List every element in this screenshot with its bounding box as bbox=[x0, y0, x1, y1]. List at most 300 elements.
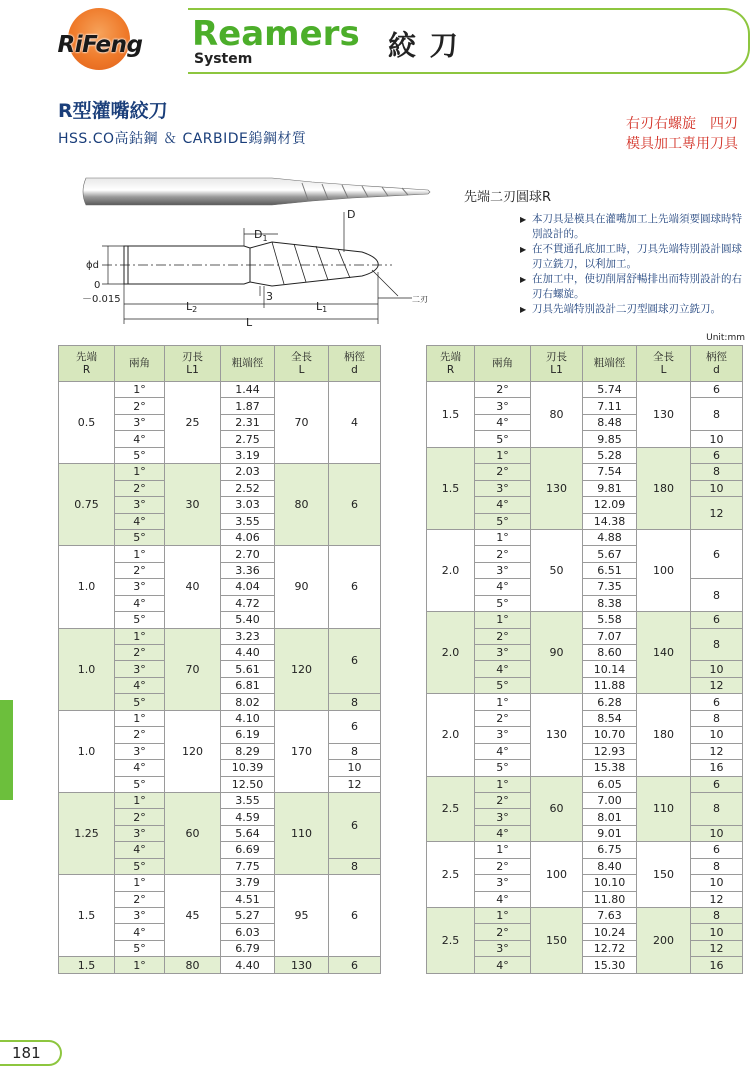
cell-large-dia: 15.38 bbox=[583, 760, 637, 776]
cell-large-dia: 5.74 bbox=[583, 382, 637, 398]
cell-angle: 2° bbox=[115, 891, 165, 907]
header-angle-text: 兩角 bbox=[492, 357, 513, 369]
cell-angle: 3° bbox=[115, 497, 165, 513]
cell-flute-length: 80 bbox=[165, 957, 221, 973]
cell-large-dia: 3.19 bbox=[221, 447, 275, 463]
cell-large-dia: 10.24 bbox=[583, 924, 637, 940]
cell-large-dia: 2.52 bbox=[221, 480, 275, 496]
table-row bbox=[427, 612, 743, 628]
cell-shank-dia: 12 bbox=[691, 940, 743, 956]
section-title-cn: 絞 刀 bbox=[388, 29, 460, 62]
cell-large-dia: 7.11 bbox=[583, 398, 637, 414]
cell-overall-length: 150 bbox=[637, 842, 691, 908]
cell-angle: 1° bbox=[115, 875, 165, 891]
header-shank-dia-symbol: d bbox=[351, 363, 358, 376]
cell-angle: 3° bbox=[475, 562, 531, 578]
cell-angle: 2° bbox=[475, 382, 531, 398]
cell-angle: 2° bbox=[115, 398, 165, 414]
cell-overall-length: 170 bbox=[275, 710, 329, 792]
cell-tip-r: 1.5 bbox=[59, 957, 115, 973]
cell-shank-dia: 12 bbox=[691, 891, 743, 907]
cell-shank-dia: 6 bbox=[691, 382, 743, 398]
cell-large-dia: 8.60 bbox=[583, 645, 637, 661]
table-row bbox=[427, 842, 743, 858]
cell-large-dia: 12.72 bbox=[583, 940, 637, 956]
cell-shank-dia: 10 bbox=[691, 924, 743, 940]
cell-overall-length: 140 bbox=[637, 612, 691, 694]
cell-large-dia: 11.88 bbox=[583, 677, 637, 693]
cell-angle: 4° bbox=[475, 661, 531, 677]
cell-large-dia: 12.09 bbox=[583, 497, 637, 513]
cell-angle: 4° bbox=[475, 497, 531, 513]
cell-large-dia: 9.85 bbox=[583, 431, 637, 447]
table-row bbox=[427, 398, 743, 414]
page-number: 181 bbox=[0, 1040, 62, 1066]
label-l1: L1 bbox=[316, 300, 328, 314]
table-header-row bbox=[59, 346, 381, 382]
header-overall-length-text: 全長 bbox=[653, 350, 674, 363]
header-overall-length-symbol: L bbox=[298, 363, 305, 376]
table-row bbox=[427, 529, 743, 545]
cell-tip-r: 2.0 bbox=[427, 694, 475, 776]
cell-angle: 5° bbox=[115, 529, 165, 545]
cell-angle: 1° bbox=[115, 546, 165, 562]
cell-flute-length: 130 bbox=[531, 694, 583, 776]
table-row bbox=[59, 628, 381, 644]
header-tip-r bbox=[427, 346, 475, 382]
spec-table-right bbox=[426, 345, 743, 974]
cell-large-dia: 12.93 bbox=[583, 743, 637, 759]
product-title: R型灌嘴絞刀 bbox=[58, 100, 168, 122]
cell-angle: 2° bbox=[475, 710, 531, 726]
cell-shank-dia: 6 bbox=[329, 792, 381, 858]
cell-large-dia: 8.38 bbox=[583, 595, 637, 611]
cell-shank-dia: 8 bbox=[329, 858, 381, 874]
cell-overall-length: 180 bbox=[637, 447, 691, 529]
table-row bbox=[59, 875, 381, 891]
cell-overall-length: 95 bbox=[275, 875, 329, 957]
cell-angle: 2° bbox=[115, 727, 165, 743]
cell-flute-length: 45 bbox=[165, 875, 221, 957]
cell-flute-length: 50 bbox=[531, 529, 583, 611]
cell-large-dia: 6.05 bbox=[583, 776, 637, 792]
cell-angle: 5° bbox=[115, 776, 165, 792]
label-3: 3 bbox=[266, 290, 273, 303]
cell-shank-dia: 8 bbox=[691, 710, 743, 726]
table-row bbox=[427, 497, 743, 513]
table-row bbox=[427, 891, 743, 907]
table-row bbox=[59, 464, 381, 480]
cell-angle: 3° bbox=[115, 743, 165, 759]
cell-shank-dia: 6 bbox=[691, 447, 743, 463]
cell-large-dia: 4.40 bbox=[221, 957, 275, 973]
side-tab-marker bbox=[0, 700, 13, 800]
cell-angle: 2° bbox=[475, 792, 531, 808]
cell-angle: 1° bbox=[475, 908, 531, 924]
unit-label: Unit:mm bbox=[706, 333, 745, 343]
cell-angle: 5° bbox=[475, 760, 531, 776]
cell-angle: 1° bbox=[115, 464, 165, 480]
cell-angle: 4° bbox=[115, 677, 165, 693]
cell-shank-dia: 10 bbox=[691, 431, 743, 447]
table-row bbox=[427, 858, 743, 874]
cell-angle: 4° bbox=[115, 924, 165, 940]
cell-shank-dia: 16 bbox=[691, 760, 743, 776]
header-flute-length-symbol: L1 bbox=[550, 363, 563, 376]
table-row bbox=[427, 710, 743, 726]
cell-large-dia: 6.75 bbox=[583, 842, 637, 858]
header-flute-length bbox=[531, 346, 583, 382]
note-item: ▶ 在不貫通孔底加工時，刀具先端特別設計圓球刃立銑刀，以利加工。 bbox=[520, 242, 750, 272]
cell-angle: 3° bbox=[115, 579, 165, 595]
cell-tip-r: 2.5 bbox=[427, 842, 475, 908]
cell-shank-dia: 8 bbox=[691, 464, 743, 480]
cell-large-dia: 6.79 bbox=[221, 940, 275, 956]
product-spec-line1: 右刃右螺旋 四刃 bbox=[626, 116, 738, 132]
cell-angle: 1° bbox=[115, 710, 165, 726]
cell-overall-length: 110 bbox=[275, 792, 329, 874]
table-row bbox=[427, 628, 743, 644]
header-flute-length-symbol: L1 bbox=[186, 363, 199, 376]
cell-angle: 2° bbox=[475, 546, 531, 562]
cell-angle: 1° bbox=[115, 382, 165, 398]
table-row bbox=[59, 710, 381, 726]
table-row bbox=[427, 957, 743, 973]
table-header-row bbox=[427, 346, 743, 382]
cell-large-dia: 2.03 bbox=[221, 464, 275, 480]
cell-angle: 3° bbox=[475, 398, 531, 414]
cell-angle: 2° bbox=[115, 562, 165, 578]
header-shank-dia-text: 柄徑 bbox=[344, 350, 365, 363]
product-material: HSS.CO高鈷鋼 ＆ CARBIDE鎢鋼材質 bbox=[58, 131, 307, 147]
cell-shank-dia: 8 bbox=[691, 792, 743, 825]
cell-shank-dia: 8 bbox=[691, 579, 743, 612]
table-row bbox=[427, 875, 743, 891]
cell-angle: 3° bbox=[475, 645, 531, 661]
cell-large-dia: 4.10 bbox=[221, 710, 275, 726]
cell-large-dia: 8.29 bbox=[221, 743, 275, 759]
cell-large-dia: 3.55 bbox=[221, 792, 275, 808]
cell-overall-length: 120 bbox=[275, 628, 329, 710]
cell-angle: 5° bbox=[115, 940, 165, 956]
cell-flute-length: 80 bbox=[531, 382, 583, 448]
cell-shank-dia: 4 bbox=[329, 382, 381, 464]
cell-large-dia: 7.35 bbox=[583, 579, 637, 595]
cell-angle: 5° bbox=[115, 694, 165, 710]
cell-angle: 4° bbox=[475, 579, 531, 595]
cell-shank-dia: 8 bbox=[691, 858, 743, 874]
table-row bbox=[427, 908, 743, 924]
cell-large-dia: 15.30 bbox=[583, 957, 637, 973]
tip-label: 先端二刃圓球R bbox=[464, 190, 552, 205]
cell-large-dia: 7.75 bbox=[221, 858, 275, 874]
cell-angle: 3° bbox=[475, 809, 531, 825]
cell-shank-dia: 10 bbox=[691, 480, 743, 496]
cell-large-dia: 7.07 bbox=[583, 628, 637, 644]
cell-large-dia: 4.88 bbox=[583, 529, 637, 545]
cell-angle: 4° bbox=[475, 743, 531, 759]
cell-overall-length: 100 bbox=[637, 529, 691, 611]
header-tip-r-text: 先端 bbox=[76, 350, 97, 363]
cell-angle: 3° bbox=[115, 825, 165, 841]
cell-flute-length: 120 bbox=[165, 710, 221, 792]
cell-tip-r: 2.0 bbox=[427, 612, 475, 694]
cell-flute-length: 90 bbox=[531, 612, 583, 694]
header-overall-length-text: 全長 bbox=[291, 350, 312, 363]
label-d1: $D_1$ bbox=[254, 228, 268, 243]
cell-large-dia: 4.72 bbox=[221, 595, 275, 611]
cell-large-dia: 5.27 bbox=[221, 908, 275, 924]
table-row bbox=[427, 760, 743, 776]
cell-angle: 3° bbox=[475, 875, 531, 891]
cell-angle: 4° bbox=[115, 842, 165, 858]
cell-shank-dia: 6 bbox=[329, 628, 381, 694]
cell-tip-r: 2.0 bbox=[427, 529, 475, 611]
cell-large-dia: 6.81 bbox=[221, 677, 275, 693]
cell-shank-dia: 6 bbox=[691, 776, 743, 792]
header-flute-length-text: 刃長 bbox=[182, 350, 203, 363]
cell-angle: 3° bbox=[115, 414, 165, 430]
cell-angle: 2° bbox=[475, 858, 531, 874]
cell-angle: 1° bbox=[475, 612, 531, 628]
cell-large-dia: 8.02 bbox=[221, 694, 275, 710]
cell-shank-dia: 6 bbox=[329, 546, 381, 628]
cell-angle: 5° bbox=[475, 677, 531, 693]
cell-large-dia: 7.63 bbox=[583, 908, 637, 924]
table-row bbox=[59, 382, 381, 398]
cell-large-dia: 5.61 bbox=[221, 661, 275, 677]
cell-overall-length: 110 bbox=[637, 776, 691, 842]
cell-overall-length: 70 bbox=[275, 382, 329, 464]
cell-large-dia: 8.40 bbox=[583, 858, 637, 874]
cell-angle: 1° bbox=[475, 842, 531, 858]
cell-overall-length: 130 bbox=[637, 382, 691, 448]
cell-angle: 2° bbox=[115, 480, 165, 496]
cell-flute-length: 60 bbox=[531, 776, 583, 842]
cell-angle: 3° bbox=[115, 908, 165, 924]
section-subtitle: System bbox=[194, 51, 253, 67]
cell-large-dia: 4.40 bbox=[221, 645, 275, 661]
header-large-dia-text: 粗端徑 bbox=[593, 357, 626, 369]
cell-large-dia: 3.23 bbox=[221, 628, 275, 644]
cell-shank-dia: 8 bbox=[691, 908, 743, 924]
cell-tip-r: 2.5 bbox=[427, 908, 475, 974]
cell-angle: 1° bbox=[475, 529, 531, 545]
cell-angle: 5° bbox=[115, 858, 165, 874]
reamer-drawing bbox=[72, 172, 452, 332]
cell-large-dia: 10.39 bbox=[221, 760, 275, 776]
cell-angle: 2° bbox=[475, 464, 531, 480]
header-shank-dia-text: 柄徑 bbox=[706, 350, 727, 363]
cell-flute-length: 100 bbox=[531, 842, 583, 908]
product-spec-line2: 模具加工專用刀具 bbox=[626, 136, 738, 152]
table-row bbox=[427, 464, 743, 480]
cell-angle: 4° bbox=[115, 513, 165, 529]
cell-angle: 4° bbox=[115, 431, 165, 447]
header-large-dia bbox=[221, 346, 275, 382]
table-row bbox=[59, 792, 381, 808]
cell-shank-dia: 6 bbox=[329, 710, 381, 743]
cell-angle: 3° bbox=[115, 661, 165, 677]
cell-shank-dia: 6 bbox=[329, 464, 381, 546]
cell-shank-dia: 10 bbox=[691, 661, 743, 677]
label-tol-minus: －0.015 bbox=[82, 294, 121, 305]
cell-flute-length: 25 bbox=[165, 382, 221, 464]
cell-large-dia: 8.01 bbox=[583, 809, 637, 825]
cell-shank-dia: 10 bbox=[691, 825, 743, 841]
cell-shank-dia: 10 bbox=[329, 760, 381, 776]
cell-shank-dia: 6 bbox=[329, 875, 381, 957]
cell-shank-dia: 6 bbox=[691, 612, 743, 628]
cell-large-dia: 7.00 bbox=[583, 792, 637, 808]
product-spec bbox=[598, 114, 738, 154]
table-row bbox=[427, 792, 743, 808]
cell-large-dia: 5.28 bbox=[583, 447, 637, 463]
table-row bbox=[427, 825, 743, 841]
cell-tip-r: 1.25 bbox=[59, 792, 115, 874]
cell-angle: 4° bbox=[475, 414, 531, 430]
cell-large-dia: 4.06 bbox=[221, 529, 275, 545]
cell-shank-dia: 12 bbox=[691, 743, 743, 759]
cell-angle: 4° bbox=[475, 891, 531, 907]
cell-angle: 5° bbox=[475, 595, 531, 611]
cell-tip-r: 1.5 bbox=[427, 447, 475, 529]
cell-large-dia: 10.10 bbox=[583, 875, 637, 891]
cell-shank-dia: 6 bbox=[691, 842, 743, 858]
cell-flute-length: 70 bbox=[165, 628, 221, 710]
cell-angle: 4° bbox=[475, 957, 531, 973]
feature-notes bbox=[520, 212, 750, 317]
cell-overall-length: 90 bbox=[275, 546, 329, 628]
cell-angle: 5° bbox=[475, 431, 531, 447]
label-two-edge: 二刃 bbox=[412, 295, 428, 304]
cell-large-dia: 6.51 bbox=[583, 562, 637, 578]
table-row bbox=[427, 579, 743, 595]
cell-shank-dia: 12 bbox=[691, 497, 743, 530]
cell-angle: 3° bbox=[475, 480, 531, 496]
cell-tip-r: 1.0 bbox=[59, 628, 115, 710]
rifeng-logo bbox=[48, 8, 152, 76]
cell-large-dia: 10.14 bbox=[583, 661, 637, 677]
header-angle-text: 兩角 bbox=[129, 357, 150, 369]
header-shank-dia bbox=[691, 346, 743, 382]
cell-shank-dia: 10 bbox=[691, 875, 743, 891]
header-large-dia bbox=[583, 346, 637, 382]
cell-large-dia: 2.70 bbox=[221, 546, 275, 562]
note-item: ▶ 本刀具是模具在灌嘴加工上先端須要圓球時特別設計的。 bbox=[520, 212, 750, 242]
cell-flute-length: 30 bbox=[165, 464, 221, 546]
table-row bbox=[427, 727, 743, 743]
header-flute-length-text: 刃長 bbox=[546, 350, 567, 363]
cell-large-dia: 3.36 bbox=[221, 562, 275, 578]
cell-tip-r: 2.5 bbox=[427, 776, 475, 842]
section-title: Reamers bbox=[192, 14, 360, 54]
cell-tip-r: 0.5 bbox=[59, 382, 115, 464]
cell-large-dia: 12.50 bbox=[221, 776, 275, 792]
header-shank-dia bbox=[329, 346, 381, 382]
cell-large-dia: 5.67 bbox=[583, 546, 637, 562]
cell-tip-r: 1.5 bbox=[427, 382, 475, 448]
cell-angle: 2° bbox=[115, 645, 165, 661]
cell-angle: 5° bbox=[115, 447, 165, 463]
cell-large-dia: 3.03 bbox=[221, 497, 275, 513]
table-row bbox=[427, 694, 743, 710]
cell-large-dia: 7.54 bbox=[583, 464, 637, 480]
note-item: ▶ 刀具先端特別設計二刃型圓球刃立銑刀。 bbox=[520, 302, 750, 317]
cell-large-dia: 1.87 bbox=[221, 398, 275, 414]
table-row bbox=[427, 743, 743, 759]
note-item: ▶ 在加工中，使切削屑舒暢排出而特別設計的右刃右螺旋。 bbox=[520, 272, 750, 302]
header-shank-dia-symbol: d bbox=[713, 363, 720, 376]
cell-angle: 5° bbox=[475, 513, 531, 529]
cell-large-dia: 5.40 bbox=[221, 612, 275, 628]
cell-large-dia: 4.51 bbox=[221, 891, 275, 907]
label-d-top: D bbox=[347, 208, 356, 221]
header-angle bbox=[475, 346, 531, 382]
cell-shank-dia: 12 bbox=[329, 776, 381, 792]
header-overall-length-symbol: L bbox=[660, 363, 667, 376]
cell-large-dia: 4.04 bbox=[221, 579, 275, 595]
cell-flute-length: 40 bbox=[165, 546, 221, 628]
cell-tip-r: 1.0 bbox=[59, 710, 115, 792]
cell-overall-length: 200 bbox=[637, 908, 691, 974]
reamer-photo bbox=[83, 178, 430, 205]
cell-large-dia: 6.19 bbox=[221, 727, 275, 743]
cell-shank-dia: 6 bbox=[329, 957, 381, 973]
cell-angle: 1° bbox=[475, 694, 531, 710]
cell-shank-dia: 8 bbox=[691, 398, 743, 431]
table-row bbox=[427, 447, 743, 463]
cell-shank-dia: 16 bbox=[691, 957, 743, 973]
cell-angle: 1° bbox=[115, 628, 165, 644]
cell-angle: 5° bbox=[115, 612, 165, 628]
cell-large-dia: 9.81 bbox=[583, 480, 637, 496]
cell-overall-length: 130 bbox=[275, 957, 329, 973]
table-row bbox=[427, 677, 743, 693]
cell-angle: 1° bbox=[475, 776, 531, 792]
header-tip-r-symbol: R bbox=[446, 363, 455, 376]
cell-overall-length: 80 bbox=[275, 464, 329, 546]
label-tol-0: 0 bbox=[94, 280, 101, 291]
header-flute-length bbox=[165, 346, 221, 382]
header-overall-length bbox=[637, 346, 691, 382]
cell-large-dia: 2.75 bbox=[221, 431, 275, 447]
table-row bbox=[59, 957, 381, 973]
header-tip-r-symbol: R bbox=[82, 363, 91, 376]
cell-angle: 4° bbox=[115, 595, 165, 611]
cell-large-dia: 10.70 bbox=[583, 727, 637, 743]
table-row bbox=[427, 776, 743, 792]
cell-tip-r: 1.5 bbox=[59, 875, 115, 957]
cell-angle: 4° bbox=[475, 825, 531, 841]
label-l: L bbox=[246, 316, 253, 329]
cell-large-dia: 14.38 bbox=[583, 513, 637, 529]
cell-large-dia: 6.69 bbox=[221, 842, 275, 858]
cell-large-dia: 5.58 bbox=[583, 612, 637, 628]
cell-tip-r: 0.75 bbox=[59, 464, 115, 546]
cell-large-dia: 4.59 bbox=[221, 809, 275, 825]
cell-large-dia: 6.28 bbox=[583, 694, 637, 710]
cell-angle: 2° bbox=[475, 628, 531, 644]
cell-shank-dia: 6 bbox=[691, 694, 743, 710]
cell-shank-dia: 8 bbox=[691, 628, 743, 661]
cell-flute-length: 150 bbox=[531, 908, 583, 974]
cell-shank-dia: 6 bbox=[691, 529, 743, 578]
table-row bbox=[427, 940, 743, 956]
cell-angle: 3° bbox=[475, 940, 531, 956]
table-row bbox=[427, 382, 743, 398]
header-overall-length bbox=[275, 346, 329, 382]
